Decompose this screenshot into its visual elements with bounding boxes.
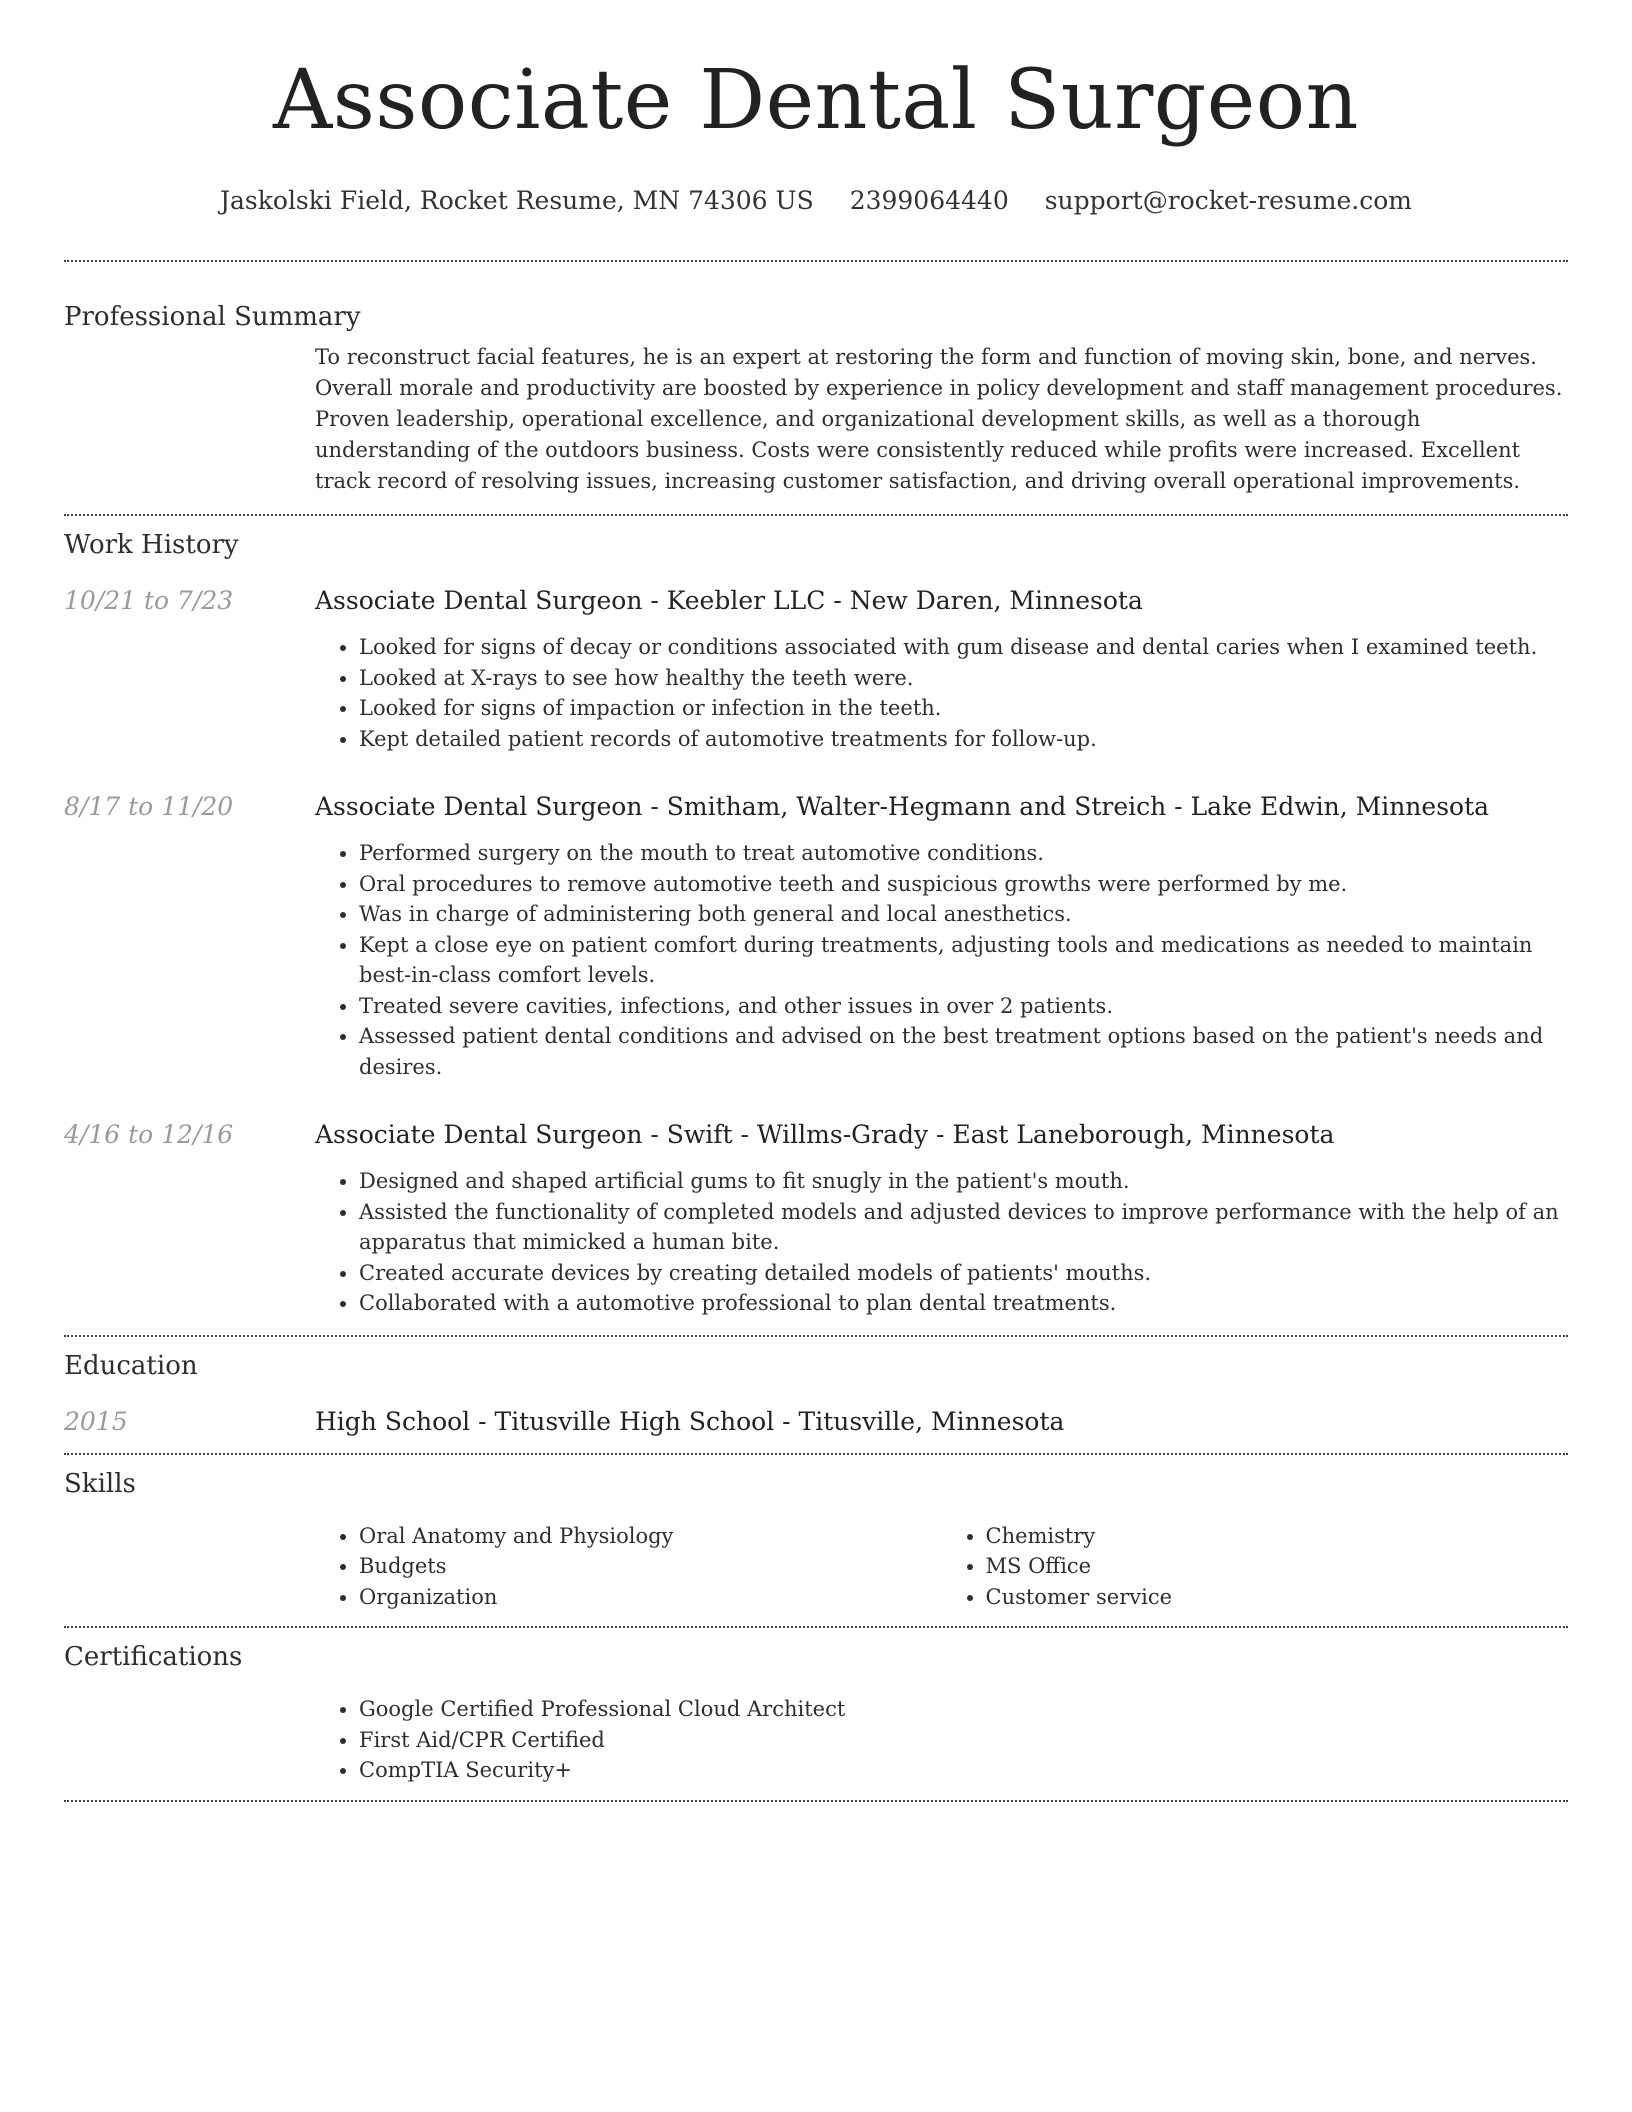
list-item: • Assisted the functionality of completed models and adjusted devices to improve performance with the help of an apparatus that mimicked a human bite. [359,1197,1568,1258]
job-dates: 8/17 to 11/20 [64,792,234,821]
resume-page [64,0,1568,1802]
summary-heading: Professional Summary [64,302,361,332]
job-bullets [315,632,1568,754]
list-item: • Oral procedures to remove automotive teeth and suspicious growths were performed by me. [359,869,1568,900]
list-item: • Organization [359,1582,942,1613]
list-item: • Performed surgery on the mouth to treat automotive conditions. [359,838,1568,869]
job-dates: 10/21 to 7/23 [64,586,234,615]
list-item: • Was in charge of administering both general and local anesthetics. [359,899,1568,930]
list-item: • Oral Anatomy and Physiology [359,1521,942,1552]
job-bullets [315,1166,1568,1319]
section-divider [64,260,1568,262]
section-divider [64,1626,1568,1628]
summary-text: To reconstruct facial features, he is an expert at restoring the form and function of moving skin, bone, and nerves. Overall morale and productivity are boosted by experience in policy development and staff management procedures. Proven leadership, operational excellence, and organizational development skills, as well as a thorough understanding of the outdoors business. Costs were consistently reduced while profits were increased. Excellent track record of resolving issues, increasing customer satisfaction, and driving overall operational improvements. [315,345,1563,493]
job-entry [64,1118,1568,1319]
list-item: • Designed and shaped artificial gums to fit snugly in the patient's mouth. [359,1166,1568,1197]
contact-phone: 2399064440 [849,186,1009,215]
list-item: • Google Certified Professional Cloud Architect [359,1694,1568,1725]
list-item: • Looked for signs of decay or conditions associated with gum disease and dental caries when I examined teeth. [359,632,1568,663]
list-item: • MS Office [986,1551,1569,1582]
summary-row [64,342,1568,497]
section-divider [64,1335,1568,1337]
list-item: • Chemistry [986,1521,1569,1552]
job-bullets [315,838,1568,1082]
list-item: • Collaborated with a automotive professional to plan dental treatments. [359,1288,1568,1319]
job-entry [64,790,1568,1082]
education-heading: Education [64,1350,198,1381]
education-year: 2015 [64,1406,128,1436]
list-item: • Kept a close eye on patient comfort during treatments, adjusting tools and medications as needed to maintain best-in-class comfort levels. [359,930,1568,991]
resume-title: Associate Dental Surgeon [273,53,1359,148]
job-entry [64,584,1568,754]
work-history-heading: Work History [64,530,239,560]
list-item: • Budgets [359,1551,942,1582]
skills-list-left [315,1521,942,1613]
education-title: High School - Titusville High School - Titusville, Minnesota [315,1406,1065,1436]
education-entry [64,1405,1568,1439]
list-item: • First Aid/CPR Certified [359,1725,1568,1756]
section-divider [64,1800,1568,1802]
list-item: • CompTIA Security+ [359,1755,1568,1786]
list-item: • Assessed patient dental conditions and advised on the best treatment options based on the patient's needs and desires. [359,1021,1568,1082]
contact-email: support@rocket-resume.com [1044,186,1413,215]
skills-list-right [942,1521,1569,1613]
list-item: • Treated severe cavities, infections, and other issues in over 2 patients. [359,991,1568,1022]
list-item: • Created accurate devices by creating detailed models of patients' mouths. [359,1258,1568,1289]
list-item: • Looked for signs of impaction or infection in the teeth. [359,693,1568,724]
list-item: • Looked at X-rays to see how healthy the teeth were. [359,663,1568,694]
job-dates: 4/16 to 12/16 [64,1120,234,1149]
certifications-list [315,1694,1568,1786]
job-title: Associate Dental Surgeon - Swift - Willms-Grady - East Laneborough, Minnesota [315,1120,1335,1149]
certifications-heading: Certifications [64,1642,243,1672]
list-item: • Customer service [986,1582,1569,1613]
list-item: • Kept detailed patient records of automotive treatments for follow-up. [359,724,1568,755]
contact-address: Jaskolski Field, Rocket Resume, MN 74306 US [219,186,814,215]
section-divider [64,514,1568,516]
job-title: Associate Dental Surgeon - Keebler LLC - New Daren, Minnesota [315,586,1143,615]
skills-row [64,1521,1568,1613]
skills-heading: Skills [64,1468,136,1499]
contact-line [64,184,1568,218]
job-title: Associate Dental Surgeon - Smitham, Walter-Hegmann and Streich - Lake Edwin, Minnesota [315,792,1490,821]
section-divider [64,1453,1568,1455]
certifications-row [64,1694,1568,1786]
